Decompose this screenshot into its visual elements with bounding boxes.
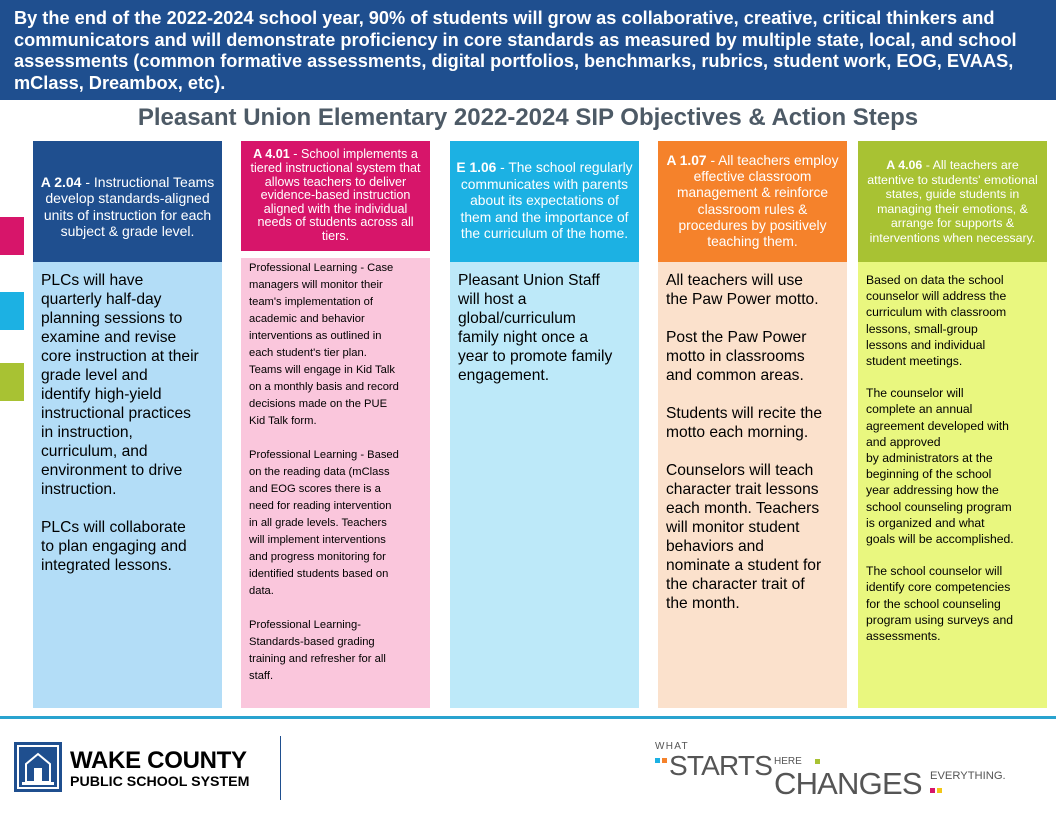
action-step: The counselor will complete an annual agreement developed with and approved by administrators at the beginning of the school year addressing how the school counseling program is organized and what goals will be accomplished. <box>866 386 1014 547</box>
objective-code: A 2.04 <box>40 173 82 190</box>
objective-column-a107 <box>658 141 847 708</box>
action-step: Counselors will teach character trait lessons each month. Teachers will monitor student behaviors and nominate a student for the character trait of the month. <box>666 462 822 612</box>
action-steps <box>33 262 222 708</box>
objective-text: - School implements a tiered instructional system that allows teachers to deliver evidence-based instruction aligned with the individual needs of students across all tiers. <box>250 147 421 243</box>
side-tab-green <box>0 363 24 401</box>
action-step: PLCs will collaborate to plan engaging and integrated lessons. <box>41 519 187 574</box>
action-steps <box>241 258 430 708</box>
objective-column-a204 <box>33 141 222 708</box>
wcpss-logo-icon <box>14 742 62 792</box>
objective-code: E 1.06 <box>456 160 497 176</box>
objective-header <box>241 141 430 251</box>
tagline-square-yellow <box>937 788 942 793</box>
action-steps <box>658 262 847 708</box>
action-step: Professional Learning - Case managers will monitor their team's implementation of academic and behavior interventions as outlined in each student's tier plan. Teams will engage in Kid Talk on a monthly basis and record decisions made on the PUE Kid Talk form. <box>249 262 399 427</box>
tagline-changes: CHANGES <box>774 766 922 801</box>
tagline-starts: STARTS <box>669 750 773 781</box>
goal-banner <box>0 0 1056 100</box>
objective-text: - The school regularly communicates with parents about its expectations of them and the importance of the curriculum of the home. <box>460 160 633 242</box>
footer-divider <box>0 716 1056 719</box>
action-step: Pleasant Union Staff will host a global/curriculum family night once a year to promote family engagement. <box>458 272 613 384</box>
objective-column-a401 <box>241 141 430 708</box>
logo-divider <box>280 736 281 800</box>
tagline-square-blue <box>655 758 660 763</box>
objective-header <box>450 141 639 262</box>
tagline-square-green <box>815 759 820 764</box>
tagline-square-orange <box>662 758 667 763</box>
page-title: Pleasant Union Elementary 2022-2024 SIP Objectives & Action Steps <box>137 104 919 131</box>
objective-text: - All teachers employ effective classroom management & reinforce classroom rules & procedures by positively teaching them. <box>676 152 839 249</box>
tagline-square-magenta <box>930 788 935 793</box>
logo-name: WAKE COUNTY <box>70 747 247 774</box>
action-step: PLCs will have quarterly half-day planning sessions to examine and revise core instruction at their grade level and identify high-yield instructional practices in instruction, curriculum, and environment to drive instruction. <box>41 272 199 498</box>
tagline-here: HERE <box>774 756 802 767</box>
objective-header <box>858 141 1047 262</box>
objective-header <box>658 141 847 262</box>
action-step: The school counselor will identify core competencies for the school counseling program using surveys and assessments. <box>866 564 1013 644</box>
action-step: Based on data the school counselor will address the curriculum with classroom lessons, small-group lessons and individual student meetings. <box>866 273 1007 369</box>
logo-subtitle: PUBLIC SCHOOL SYSTEM <box>70 774 250 790</box>
objective-code: A 4.01 <box>253 147 290 162</box>
objective-code: A 4.06 <box>886 158 923 172</box>
action-step: Professional Learning - Based on the reading data (mClass and EOG scores there is a need for reading intervention in all grade levels. Teachers will implement interventions and progress monitoring for identified students based on data. <box>249 449 399 597</box>
tagline-everything: EVERYTHING. <box>930 770 1006 782</box>
objective-column-a406 <box>858 141 1047 708</box>
objective-header <box>33 141 222 262</box>
objective-column-e106 <box>450 141 639 708</box>
goal-statement: By the end of the 2022-2024 school year, 90% of students will grow as collaborative, creative, critical thinkers and communicators and will demonstrate proficiency in core standards as measured by multiple state, local, and school assessments (common formative assessments, digital portfolios, benchmarks, rubrics, student work, EOG, EVAAS, mClass, Dreambox, etc). <box>14 8 1017 93</box>
objective-text: - All teachers are attentive to students' emotional states, guide students in managing their emotions, & arrange for supports & interventions when necessary. <box>867 158 1038 245</box>
side-tab-cyan <box>0 292 24 330</box>
objective-code: A 1.07 <box>666 152 707 168</box>
action-step: Professional Learning- Standards-based grading training and refresher for all staff. <box>249 619 386 682</box>
action-steps <box>450 262 639 708</box>
tagline-what: WHAT <box>655 741 689 752</box>
action-steps <box>858 262 1047 708</box>
action-step: Students will recite the motto each morning. <box>666 405 823 441</box>
objective-text: - Instructional Teams develop standards-aligned units of instruction for each subject & grade level. <box>43 173 215 239</box>
side-tab-magenta <box>0 217 24 255</box>
action-step: All teachers will use the Paw Power motto. <box>666 272 819 308</box>
action-step: Post the Paw Power motto in classrooms and common areas. <box>666 329 807 384</box>
